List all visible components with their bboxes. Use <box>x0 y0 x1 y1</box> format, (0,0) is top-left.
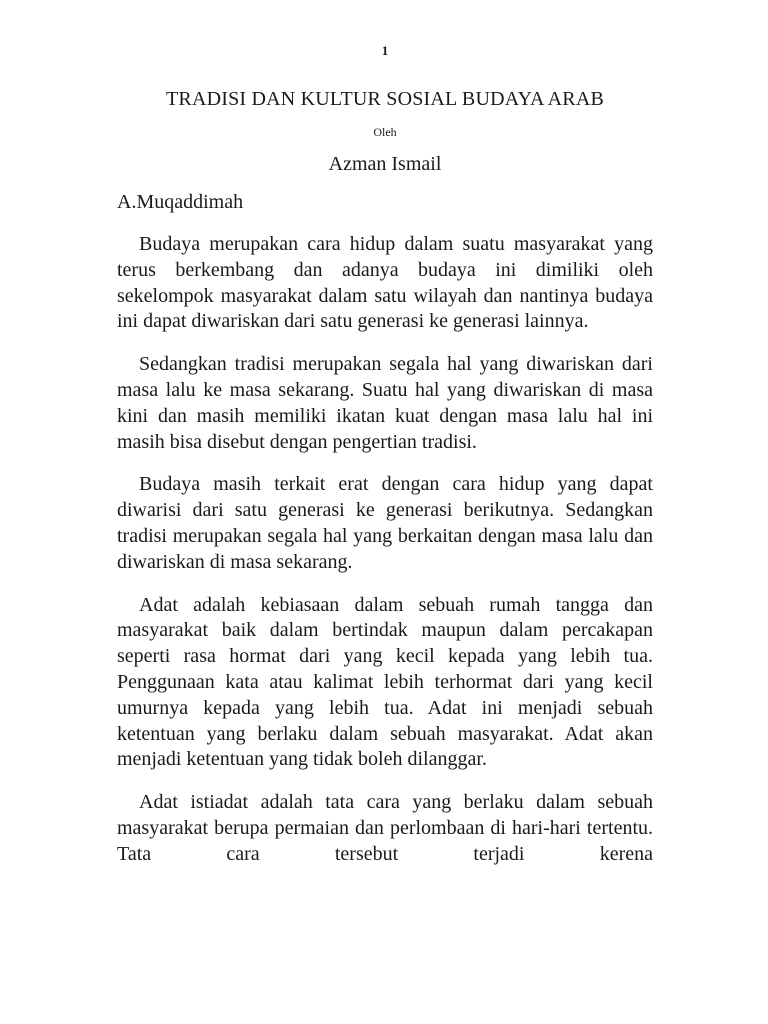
author-name: Azman Ismail <box>328 153 442 175</box>
paragraph-5: Adat istiadat adalah tata cara yang berlaku dalam sebuah masyarakat berupa permaian dan perlombaan di hari-hari tertentu. Tata cara tersebut terjadi kerena <box>117 791 653 865</box>
document-page <box>117 0 653 1024</box>
page-number: 1 <box>381 43 389 58</box>
paragraph-2: Sedangkan tradisi merupakan segala hal yang diwariskan dari masa lalu ke masa sekarang. Suatu hal yang diwariskan di masa kini dan masih memiliki ikatan kuat dengan masa lalu hal ini masih bisa disebut dengan pengertian tradisi. <box>117 353 653 453</box>
byline: Oleh <box>373 125 397 139</box>
paragraph-3: Budaya masih terkait erat dengan cara hidup yang dapat diwarisi dari satu generasi ke generasi berikutnya. Sedangkan tradisi merupakan segala hal yang berkaitan dengan masa lalu dan diwariskan di masa sekarang. <box>117 473 653 573</box>
body-text <box>117 232 653 868</box>
paragraph-4: Adat adalah kebiasaan dalam sebuah rumah tangga dan masyarakat baik dalam bertindak maupun dalam percakapan seperti rasa hormat dari yang kecil kepada yang lebih tua. Penggunaan kata atau kalimat lebih terhormat dari yang kecil umurnya kepada yang lebih tua. Adat ini menjadi sebuah ketentuan yang berlaku dalam sebuah masyarakat. Adat akan menjadi ketentuan yang tidak boleh dilanggar. <box>117 593 653 771</box>
document-title: TRADISI DAN KULTUR SOSIAL BUDAYA ARAB <box>165 88 604 110</box>
section-heading: A.Muqaddimah <box>117 191 244 213</box>
paragraph-1: Budaya merupakan cara hidup dalam suatu masyarakat yang terus berkembang dan adanya budaya ini dimiliki oleh sekelompok masyarakat dalam satu wilayah dan nantinya budaya ini dapat diwariskan dari satu generasi ke generasi lainnya. <box>117 233 653 333</box>
